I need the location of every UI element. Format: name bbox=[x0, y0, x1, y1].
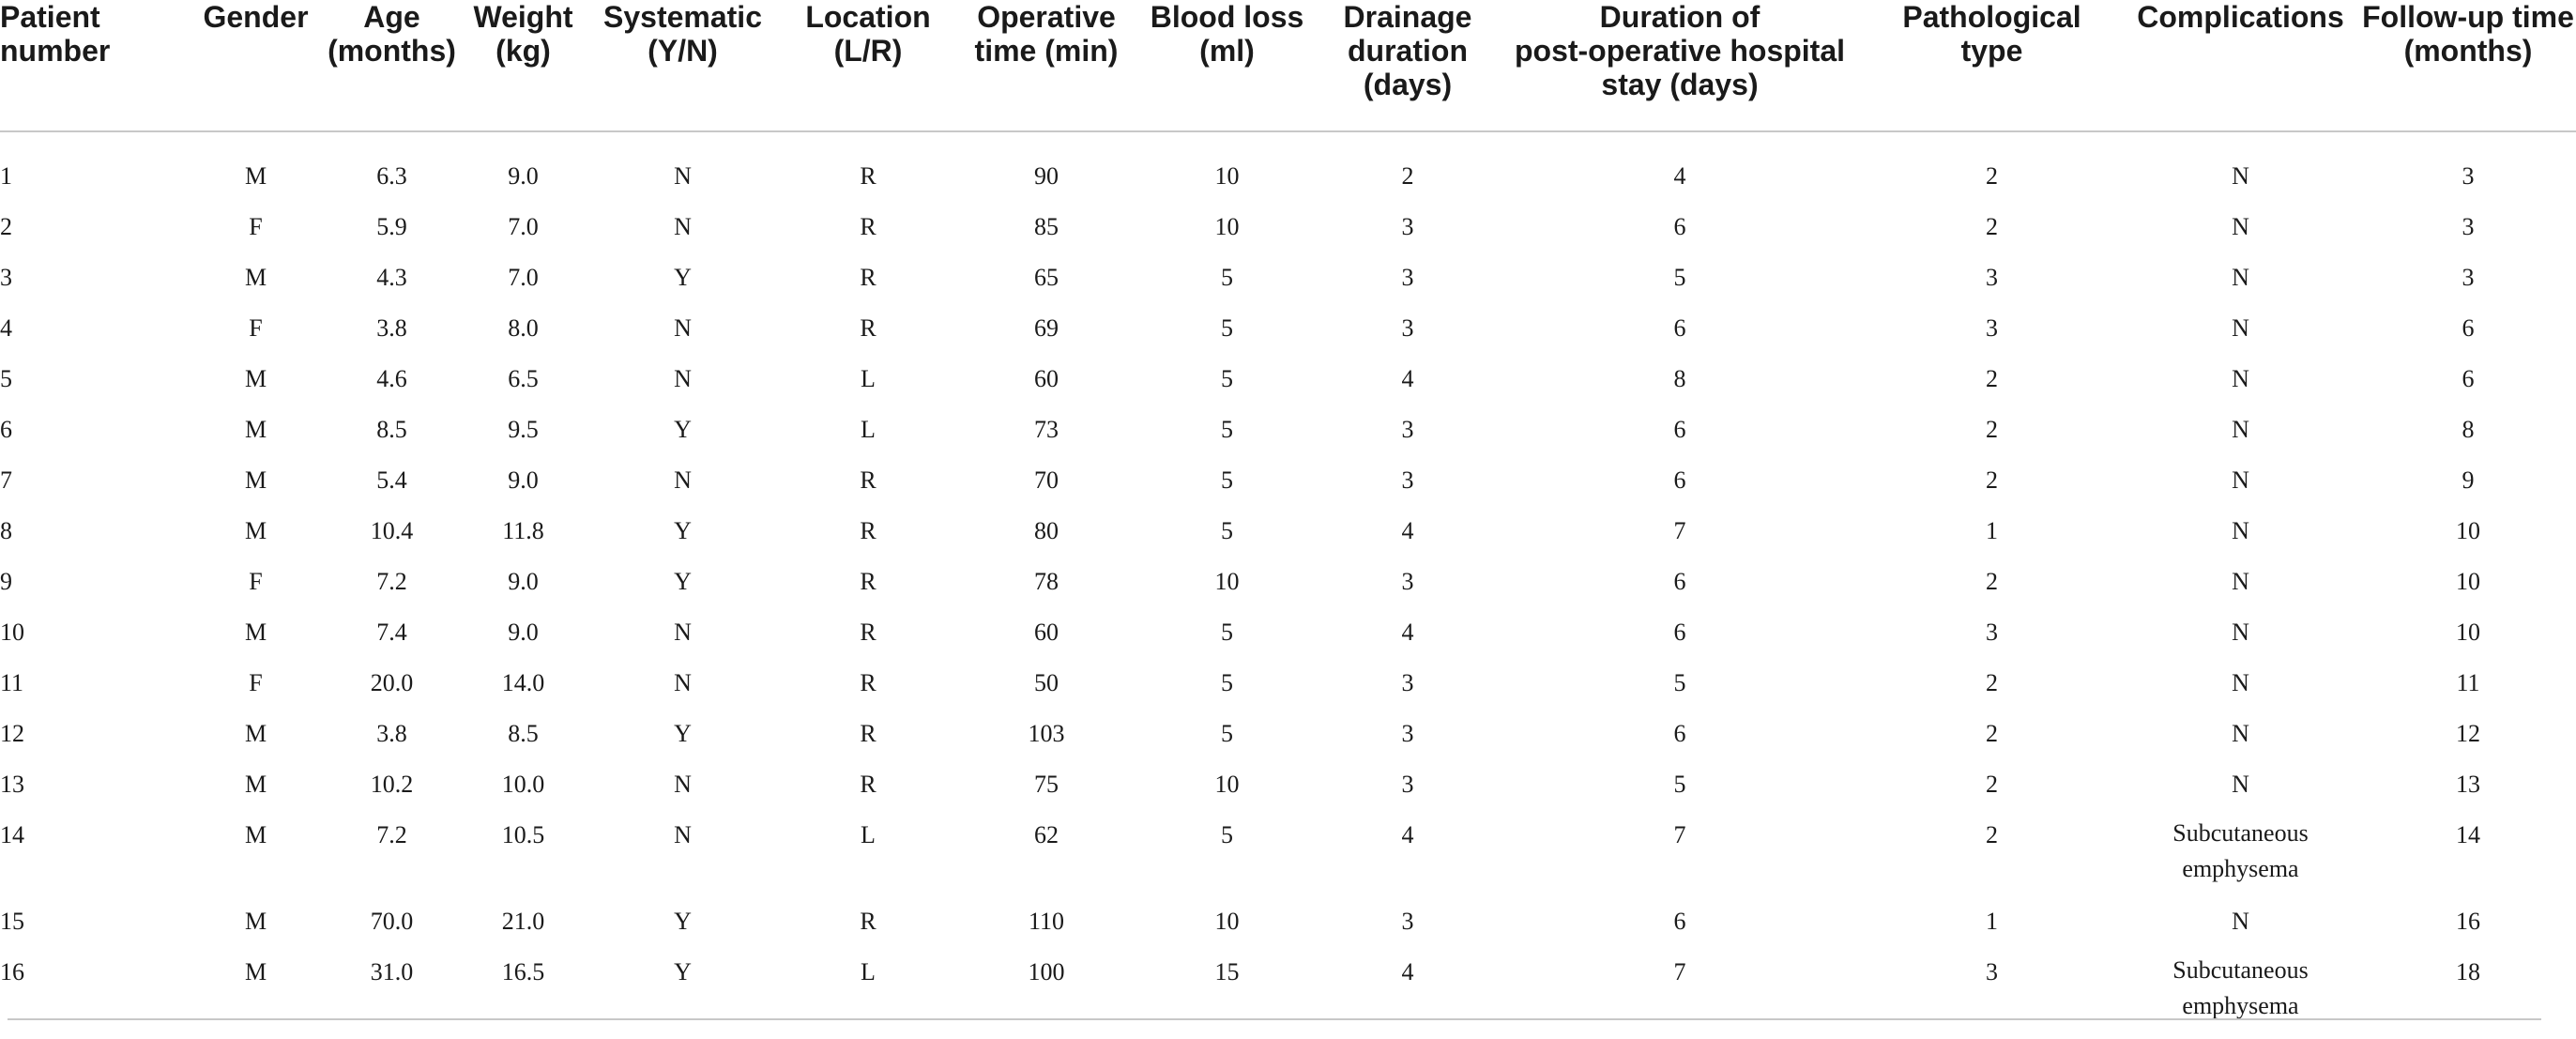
cell-follow-up-time: 3 bbox=[2462, 213, 2475, 240]
cell-patient-number: 16 bbox=[0, 958, 24, 986]
cell-gender: M bbox=[244, 466, 267, 494]
table-row bbox=[0, 613, 2576, 664]
cell-pathological-type: 2 bbox=[1986, 466, 1998, 494]
cell-location: L bbox=[861, 821, 876, 848]
table-row bbox=[0, 410, 2576, 461]
table-row bbox=[0, 765, 2576, 816]
cell-patient-number: 1 bbox=[0, 162, 12, 190]
cell-gender: M bbox=[244, 619, 267, 646]
cell-weight: 7.0 bbox=[508, 264, 539, 291]
cell-location: R bbox=[860, 213, 876, 240]
cell-systematic: N bbox=[674, 669, 692, 696]
column-header-line: Location bbox=[805, 0, 931, 34]
column-header-systematic bbox=[587, 0, 779, 131]
cell-follow-up-time: 8 bbox=[2462, 416, 2475, 443]
cell-weight: 10.0 bbox=[501, 771, 545, 798]
table-row bbox=[0, 309, 2576, 359]
cell-age: 8.5 bbox=[376, 416, 407, 443]
cell-hospital-stay: 7 bbox=[1673, 958, 1686, 986]
cell-blood-loss: 10 bbox=[1214, 568, 1240, 595]
cell-hospital-stay: 6 bbox=[1673, 568, 1686, 595]
cell-follow-up-time: 18 bbox=[2456, 958, 2480, 986]
table-row bbox=[0, 902, 2576, 953]
column-header-patient-number bbox=[0, 0, 188, 131]
cell-weight: 8.0 bbox=[508, 314, 539, 342]
cell-gender: M bbox=[244, 771, 267, 798]
cell-complications: N bbox=[2232, 365, 2249, 392]
column-header-line: Patient bbox=[0, 0, 100, 34]
cell-blood-loss: 5 bbox=[1221, 264, 1233, 291]
column-header-line: Follow-up time bbox=[2362, 0, 2574, 34]
cell-patient-number: 3 bbox=[0, 264, 12, 291]
cell-location: R bbox=[860, 619, 876, 646]
column-header-line: Systematic bbox=[603, 0, 762, 34]
cell-drainage-duration: 4 bbox=[1401, 517, 1414, 544]
column-header-line: (L/R) bbox=[833, 34, 903, 68]
cell-hospital-stay: 6 bbox=[1673, 720, 1686, 747]
cell-pathological-type: 2 bbox=[1986, 162, 1998, 190]
cell-hospital-stay: 5 bbox=[1673, 669, 1686, 696]
column-header-line: Drainage bbox=[1343, 0, 1472, 34]
cell-systematic: N bbox=[674, 314, 692, 342]
cell-gender: M bbox=[244, 517, 267, 544]
cell-complications: N bbox=[2232, 517, 2249, 544]
cell-pathological-type: 2 bbox=[1986, 821, 1998, 848]
cell-age: 5.9 bbox=[376, 213, 407, 240]
cell-patient-number: 9 bbox=[0, 568, 12, 595]
cell-systematic: Y bbox=[674, 720, 692, 747]
cell-operative-time: 90 bbox=[1034, 162, 1059, 190]
column-header-age bbox=[324, 0, 460, 131]
cell-follow-up-time: 6 bbox=[2462, 314, 2475, 342]
column-header-line: (ml) bbox=[1199, 34, 1255, 68]
cell-hospital-stay: 6 bbox=[1673, 619, 1686, 646]
table-row bbox=[0, 258, 2576, 309]
cell-hospital-stay: 6 bbox=[1673, 314, 1686, 342]
cell-drainage-duration: 3 bbox=[1401, 264, 1414, 291]
cell-blood-loss: 10 bbox=[1214, 213, 1240, 240]
cell-gender: M bbox=[244, 908, 267, 935]
cell-complications: N bbox=[2232, 416, 2249, 443]
cell-complications: N bbox=[2232, 669, 2249, 696]
cell-location: R bbox=[860, 720, 876, 747]
cell-drainage-duration: 3 bbox=[1401, 908, 1414, 935]
cell-operative-time: 85 bbox=[1034, 213, 1059, 240]
cell-blood-loss: 15 bbox=[1214, 958, 1240, 986]
cell-drainage-duration: 3 bbox=[1401, 314, 1414, 342]
column-header-line: time (min) bbox=[974, 34, 1119, 68]
cell-pathological-type: 3 bbox=[1986, 314, 1998, 342]
table-row bbox=[0, 664, 2576, 714]
cell-operative-time: 70 bbox=[1034, 466, 1059, 494]
cell-operative-time: 50 bbox=[1034, 669, 1059, 696]
column-header-weight bbox=[460, 0, 587, 131]
cell-complications: N bbox=[2232, 264, 2249, 291]
cell-blood-loss: 10 bbox=[1214, 771, 1240, 798]
cell-complications: N bbox=[2232, 771, 2249, 798]
cell-patient-number: 2 bbox=[0, 213, 12, 240]
cell-pathological-type: 2 bbox=[1986, 720, 1998, 747]
cell-age: 20.0 bbox=[370, 669, 414, 696]
cell-patient-number: 6 bbox=[0, 416, 12, 443]
column-header-line: Blood loss bbox=[1150, 0, 1304, 34]
cell-complications: N bbox=[2232, 162, 2249, 190]
cell-gender: F bbox=[249, 314, 263, 342]
cell-blood-loss: 5 bbox=[1221, 466, 1233, 494]
cell-hospital-stay: 8 bbox=[1673, 365, 1686, 392]
cell-age: 31.0 bbox=[370, 958, 414, 986]
cell-hospital-stay: 6 bbox=[1673, 213, 1686, 240]
cell-pathological-type: 2 bbox=[1986, 669, 1998, 696]
cell-drainage-duration: 4 bbox=[1401, 619, 1414, 646]
table-row bbox=[0, 816, 2576, 902]
cell-operative-time: 80 bbox=[1034, 517, 1059, 544]
column-header-drainage-duration bbox=[1318, 0, 1497, 131]
cell-patient-number: 14 bbox=[0, 821, 24, 848]
cell-operative-time: 62 bbox=[1034, 821, 1059, 848]
cell-patient-number: 12 bbox=[0, 720, 24, 747]
cell-weight: 6.5 bbox=[508, 365, 539, 392]
column-header-line: (months) bbox=[2403, 34, 2533, 68]
bottom-rule bbox=[8, 1018, 2541, 1020]
column-header-line: Weight bbox=[473, 0, 573, 34]
cell-age: 7.4 bbox=[376, 619, 407, 646]
cell-complications: N bbox=[2232, 314, 2249, 342]
cell-operative-time: 69 bbox=[1034, 314, 1059, 342]
cell-location: L bbox=[861, 365, 876, 392]
cell-patient-number: 8 bbox=[0, 517, 12, 544]
cell-pathological-type: 3 bbox=[1986, 619, 1998, 646]
cell-drainage-duration: 3 bbox=[1401, 213, 1414, 240]
cell-weight: 11.8 bbox=[502, 517, 544, 544]
cell-operative-time: 103 bbox=[1028, 720, 1065, 747]
table-row bbox=[0, 512, 2576, 562]
column-header-gender bbox=[188, 0, 324, 131]
cell-drainage-duration: 3 bbox=[1401, 416, 1414, 443]
cell-operative-time: 60 bbox=[1034, 365, 1059, 392]
cell-gender: M bbox=[244, 416, 267, 443]
cell-hospital-stay: 6 bbox=[1673, 416, 1686, 443]
cell-follow-up-time: 12 bbox=[2456, 720, 2480, 747]
cell-age: 10.4 bbox=[370, 517, 414, 544]
cell-gender: F bbox=[249, 213, 263, 240]
column-header-line: Age bbox=[363, 0, 420, 34]
cell-age: 5.4 bbox=[376, 466, 407, 494]
cell-complications: N bbox=[2232, 466, 2249, 494]
cell-weight: 16.5 bbox=[501, 958, 545, 986]
column-header-follow-up-time bbox=[2360, 0, 2576, 131]
cell-hospital-stay: 7 bbox=[1673, 517, 1686, 544]
cell-systematic: Y bbox=[674, 416, 692, 443]
cell-pathological-type: 2 bbox=[1986, 416, 1998, 443]
cell-pathological-type: 3 bbox=[1986, 958, 1998, 986]
table-row bbox=[0, 953, 2576, 1039]
cell-blood-loss: 5 bbox=[1221, 416, 1233, 443]
cell-patient-number: 5 bbox=[0, 365, 12, 392]
cell-follow-up-time: 13 bbox=[2456, 771, 2480, 798]
table-row bbox=[0, 461, 2576, 512]
cell-systematic: Y bbox=[674, 908, 692, 935]
cell-hospital-stay: 6 bbox=[1673, 908, 1686, 935]
cell-hospital-stay: 6 bbox=[1673, 466, 1686, 494]
cell-drainage-duration: 4 bbox=[1401, 365, 1414, 392]
cell-follow-up-time: 16 bbox=[2456, 908, 2480, 935]
cell-drainage-duration: 3 bbox=[1401, 669, 1414, 696]
cell-blood-loss: 5 bbox=[1221, 314, 1233, 342]
cell-blood-loss: 5 bbox=[1221, 669, 1233, 696]
cell-weight: 9.0 bbox=[508, 619, 539, 646]
cell-location: L bbox=[861, 416, 876, 443]
cell-hospital-stay: 5 bbox=[1673, 264, 1686, 291]
column-header-line: Operative bbox=[977, 0, 1116, 34]
column-header-operative-time bbox=[957, 0, 1136, 131]
cell-gender: F bbox=[249, 568, 263, 595]
cell-weight: 9.0 bbox=[508, 162, 539, 190]
column-header-line: Gender bbox=[203, 0, 309, 34]
cell-drainage-duration: 4 bbox=[1401, 958, 1414, 986]
cell-operative-time: 75 bbox=[1034, 771, 1059, 798]
cell-hospital-stay: 4 bbox=[1673, 162, 1686, 190]
column-header-hospital-stay bbox=[1497, 0, 1863, 131]
cell-operative-time: 78 bbox=[1034, 568, 1059, 595]
cell-gender: M bbox=[244, 821, 267, 848]
cell-complications: N bbox=[2232, 720, 2249, 747]
cell-follow-up-time: 3 bbox=[2462, 264, 2475, 291]
cell-age: 10.2 bbox=[370, 771, 414, 798]
cell-location: R bbox=[860, 162, 876, 190]
cell-location: R bbox=[860, 264, 876, 291]
cell-gender: M bbox=[244, 958, 267, 986]
cell-age: 7.2 bbox=[376, 821, 407, 848]
table-row bbox=[0, 714, 2576, 765]
cell-location: R bbox=[860, 908, 876, 935]
cell-pathological-type: 3 bbox=[1986, 264, 1998, 291]
cell-systematic: Y bbox=[674, 568, 692, 595]
cell-operative-time: 65 bbox=[1034, 264, 1059, 291]
cell-systematic: N bbox=[674, 466, 692, 494]
cell-location: R bbox=[860, 568, 876, 595]
cell-weight: 21.0 bbox=[501, 908, 545, 935]
column-header-line: type bbox=[1960, 34, 2023, 68]
cell-gender: M bbox=[244, 264, 267, 291]
cell-age: 3.8 bbox=[376, 720, 407, 747]
cell-location: L bbox=[861, 958, 876, 986]
cell-blood-loss: 10 bbox=[1214, 908, 1240, 935]
cell-weight: 10.5 bbox=[501, 821, 545, 848]
cell-complications: N bbox=[2232, 619, 2249, 646]
cell-blood-loss: 5 bbox=[1221, 517, 1233, 544]
cell-location: R bbox=[860, 669, 876, 696]
cell-systematic: N bbox=[674, 771, 692, 798]
cell-follow-up-time: 11 bbox=[2456, 669, 2480, 696]
column-header-line: Pathological bbox=[1902, 0, 2081, 34]
cell-blood-loss: 5 bbox=[1221, 821, 1233, 848]
cell-location: R bbox=[860, 771, 876, 798]
cell-systematic: N bbox=[674, 821, 692, 848]
cell-patient-number: 4 bbox=[0, 314, 12, 342]
column-header-line: Duration of bbox=[1599, 0, 1761, 34]
cell-blood-loss: 5 bbox=[1221, 619, 1233, 646]
column-header-pathological-type bbox=[1863, 0, 2121, 131]
cell-follow-up-time: 3 bbox=[2462, 162, 2475, 190]
cell-drainage-duration: 2 bbox=[1401, 162, 1414, 190]
cell-follow-up-time: 14 bbox=[2456, 821, 2480, 848]
cell-weight: 7.0 bbox=[508, 213, 539, 240]
cell-age: 6.3 bbox=[376, 162, 407, 190]
cell-patient-number: 10 bbox=[0, 619, 24, 646]
column-header-line: number bbox=[0, 34, 111, 68]
cell-drainage-duration: 3 bbox=[1401, 771, 1414, 798]
column-header-line: (Y/N) bbox=[648, 34, 718, 68]
cell-operative-time: 60 bbox=[1034, 619, 1059, 646]
table-body bbox=[0, 131, 2576, 1039]
cell-blood-loss: 5 bbox=[1221, 720, 1233, 747]
column-header-line: Complications bbox=[2137, 0, 2344, 34]
cell-pathological-type: 2 bbox=[1986, 771, 1998, 798]
cell-operative-time: 110 bbox=[1028, 908, 1065, 935]
cell-pathological-type: 2 bbox=[1986, 365, 1998, 392]
cell-systematic: Y bbox=[674, 958, 692, 986]
cell-operative-time: 100 bbox=[1028, 958, 1065, 986]
table-row bbox=[0, 157, 2576, 207]
column-header-line: (months) bbox=[328, 34, 456, 68]
column-header-line: (days) bbox=[1363, 68, 1453, 101]
cell-weight: 8.5 bbox=[508, 720, 539, 747]
cell-age: 7.2 bbox=[376, 568, 407, 595]
cell-blood-loss: 10 bbox=[1214, 162, 1240, 190]
cell-complications: Subcutaneous emphysema bbox=[2172, 819, 2309, 882]
cell-complications: Subcutaneous emphysema bbox=[2172, 956, 2309, 1019]
cell-patient-number: 13 bbox=[0, 771, 24, 798]
cell-pathological-type: 2 bbox=[1986, 213, 1998, 240]
cell-location: R bbox=[860, 517, 876, 544]
cell-systematic: N bbox=[674, 213, 692, 240]
cell-gender: F bbox=[249, 669, 263, 696]
cell-patient-number: 11 bbox=[0, 669, 24, 696]
column-header-complications bbox=[2121, 0, 2360, 131]
column-header-line: (kg) bbox=[495, 34, 551, 68]
column-header-line: stay (days) bbox=[1601, 68, 1759, 101]
cell-weight: 9.0 bbox=[508, 568, 539, 595]
cell-patient-number: 15 bbox=[0, 908, 24, 935]
cell-hospital-stay: 5 bbox=[1673, 771, 1686, 798]
table-row bbox=[0, 359, 2576, 410]
cell-blood-loss: 5 bbox=[1221, 365, 1233, 392]
cell-systematic: N bbox=[674, 619, 692, 646]
cell-systematic: Y bbox=[674, 264, 692, 291]
cell-follow-up-time: 9 bbox=[2462, 466, 2475, 494]
cell-pathological-type: 1 bbox=[1986, 908, 1998, 935]
cell-systematic: N bbox=[674, 162, 692, 190]
cell-weight: 9.5 bbox=[508, 416, 539, 443]
cell-pathological-type: 1 bbox=[1986, 517, 1998, 544]
cell-follow-up-time: 6 bbox=[2462, 365, 2475, 392]
cell-follow-up-time: 10 bbox=[2456, 619, 2480, 646]
cell-drainage-duration: 3 bbox=[1401, 720, 1414, 747]
cell-location: R bbox=[860, 466, 876, 494]
column-header-line: duration bbox=[1348, 34, 1468, 68]
cell-systematic: N bbox=[674, 365, 692, 392]
cell-systematic: Y bbox=[674, 517, 692, 544]
cell-gender: M bbox=[244, 720, 267, 747]
header-row bbox=[0, 0, 2576, 131]
column-header-blood-loss bbox=[1136, 0, 1318, 131]
column-header-location bbox=[779, 0, 957, 131]
cell-age: 70.0 bbox=[370, 908, 414, 935]
cell-age: 4.6 bbox=[376, 365, 407, 392]
cell-gender: M bbox=[244, 162, 267, 190]
cell-drainage-duration: 4 bbox=[1401, 821, 1414, 848]
cell-weight: 9.0 bbox=[508, 466, 539, 494]
cell-follow-up-time: 10 bbox=[2456, 568, 2480, 595]
cell-complications: N bbox=[2232, 568, 2249, 595]
cell-drainage-duration: 3 bbox=[1401, 568, 1414, 595]
cell-patient-number: 7 bbox=[0, 466, 12, 494]
cell-weight: 14.0 bbox=[501, 669, 545, 696]
table-row bbox=[0, 562, 2576, 613]
cell-operative-time: 73 bbox=[1034, 416, 1059, 443]
cell-drainage-duration: 3 bbox=[1401, 466, 1414, 494]
cell-pathological-type: 2 bbox=[1986, 568, 1998, 595]
cell-age: 4.3 bbox=[376, 264, 407, 291]
cell-follow-up-time: 10 bbox=[2456, 517, 2480, 544]
column-header-line: post-operative hospital bbox=[1514, 34, 1846, 68]
cell-hospital-stay: 7 bbox=[1673, 821, 1686, 848]
cell-location: R bbox=[860, 314, 876, 342]
cell-gender: M bbox=[244, 365, 267, 392]
cell-complications: N bbox=[2232, 213, 2249, 240]
cell-age: 3.8 bbox=[376, 314, 407, 342]
cell-complications: N bbox=[2232, 908, 2249, 935]
table-row bbox=[0, 207, 2576, 258]
